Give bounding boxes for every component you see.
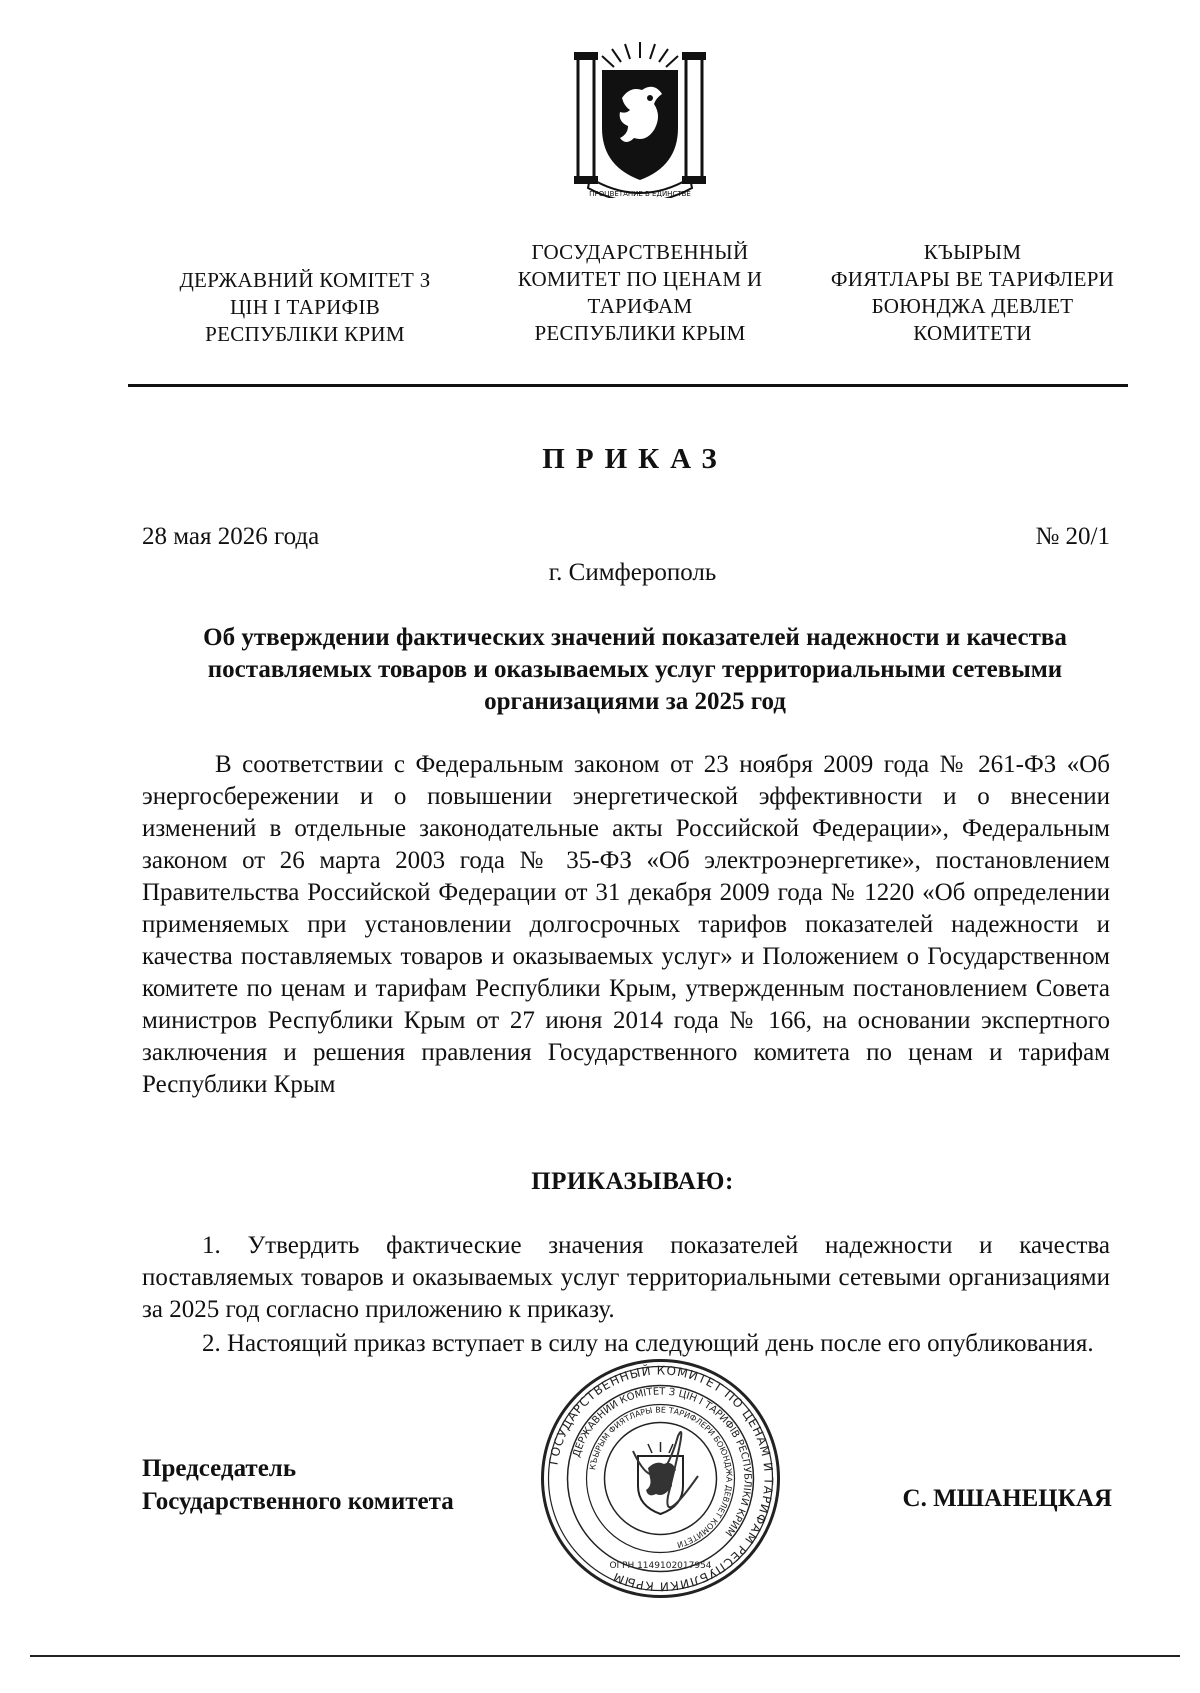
svg-text:ПРОЦВЕТАНИЕ В ЕДИНСТВЕ: ПРОЦВЕТАНИЕ В ЕДИНСТВЕ xyxy=(589,190,691,198)
document-subject: Об утверждении фактических значений показателей надежности и качества поставляемых товаров и оказываемых услуг территориальными сетевыми организациями за 2025 год xyxy=(203,624,1067,715)
seal-outer-text: ГОСУДАРСТВЕННЫЙ КОМИТЕТ ПО ЦЕНАМ И ТАРИФАМ РЕСПУБЛИКИ КРЫМ xyxy=(546,1363,776,1594)
seal-ogrn: ОГРН 1149102017954 xyxy=(609,1561,712,1571)
header-line: РЕСПУБЛІКИ КРИМ xyxy=(205,322,405,346)
header-line: ТАРИФАМ xyxy=(587,294,693,318)
header-line: КЪЫРЫМ xyxy=(923,240,1022,264)
order-item: 2. Настоящий приказ вступает в силу на следующий день после его опубликования. xyxy=(202,1330,1094,1357)
header-ukrainian-name xyxy=(150,267,460,348)
header-line: БОЮНДЖА ДЕВЛЕТ xyxy=(871,294,1074,318)
signatory-title-line: Государственного комитета xyxy=(142,1488,454,1515)
crimea-coat-of-arms-emblem xyxy=(570,38,710,198)
preamble-paragraph: В соответствии с Федеральным законом от 23 ноября 2009 года № 261-ФЗ «Об энергосбережении и о повышении энергетической эффективности и о внесении изменений в отдельные законодательные акты Российской Федерации», Федеральным законом от 26 марта 2003 года № 35-ФЗ «Об электроэнергетике», постановлением Правительства Российской Федерации от 31 декабря 2009 года № 1220 «Об определении применяемых при установлении долгосрочных тарифов показателей надежности и качества поставляемых товаров и оказываемых услуг» и Положением о Государственном комитете по ценам и тарифам Республики Крым, утвержденным постановлением Совета министров Республики Крым от 27 июня 2014 года № 166, на основании экспертного заключения и решения правления Государственного комитета по ценам и тарифам Республики Крым xyxy=(142,751,1110,1098)
header-line: КОМИТЕТ ПО ЦЕНАМ И xyxy=(517,267,763,291)
signatory-title-line: Председатель xyxy=(142,1455,297,1482)
signatory-title xyxy=(142,1452,454,1518)
header-line: ГОСУДАРСТВЕННЫЙ xyxy=(531,240,749,264)
header-line: ЦІН І ТАРИФІВ xyxy=(229,295,381,319)
header-line: ДЕРЖАВНИЙ КОМІТЕТ З xyxy=(179,268,431,292)
header-line: ФИЯТЛАРЫ ВЕ ТАРИФЛЕРИ xyxy=(830,267,1115,291)
document-title: ПРИКАЗ xyxy=(542,443,728,475)
header-line: РЕСПУБЛИКИ КРЫМ xyxy=(534,321,746,345)
order-word: ПРИКАЗЫВАЮ: xyxy=(531,1168,734,1195)
order-item: 1. Утвердить фактические значения показателей надежности и качества поставляемых товаров и оказываемых услуг территориальными сетевыми организациями за 2025 год согласно приложению к приказу. xyxy=(142,1232,1110,1323)
header-russian-name xyxy=(485,239,795,347)
document-date: 28 мая 2026 года xyxy=(142,523,320,550)
header-organization-names xyxy=(150,235,1120,360)
document-city: г. Симферополь xyxy=(548,559,717,586)
seal-middle-text: ДЕРЖАВНИЙ КОМІТЕТ З ЦІН І ТАРИФІВ РЕСПУБЛІКИ КРИМ xyxy=(571,1386,753,1538)
header-line: КОМИТЕТИ xyxy=(913,321,1032,345)
header-divider xyxy=(128,384,1128,387)
seal-inner-text: КЪЫРЫМ ФИЯТЛАРЫ ВЕ ТАРИФЛЕРИ БОЮНДЖА ДЕВЛЕТ КОМИТЕТИ xyxy=(588,1405,734,1550)
footer-divider xyxy=(30,1655,1180,1657)
official-seal-stamp xyxy=(538,1356,783,1601)
signatory-name: С. МШАНЕЦКАЯ xyxy=(902,1485,1112,1512)
header-crimean-tatar-name xyxy=(815,239,1130,347)
document-number: № 20/1 xyxy=(1035,523,1110,550)
